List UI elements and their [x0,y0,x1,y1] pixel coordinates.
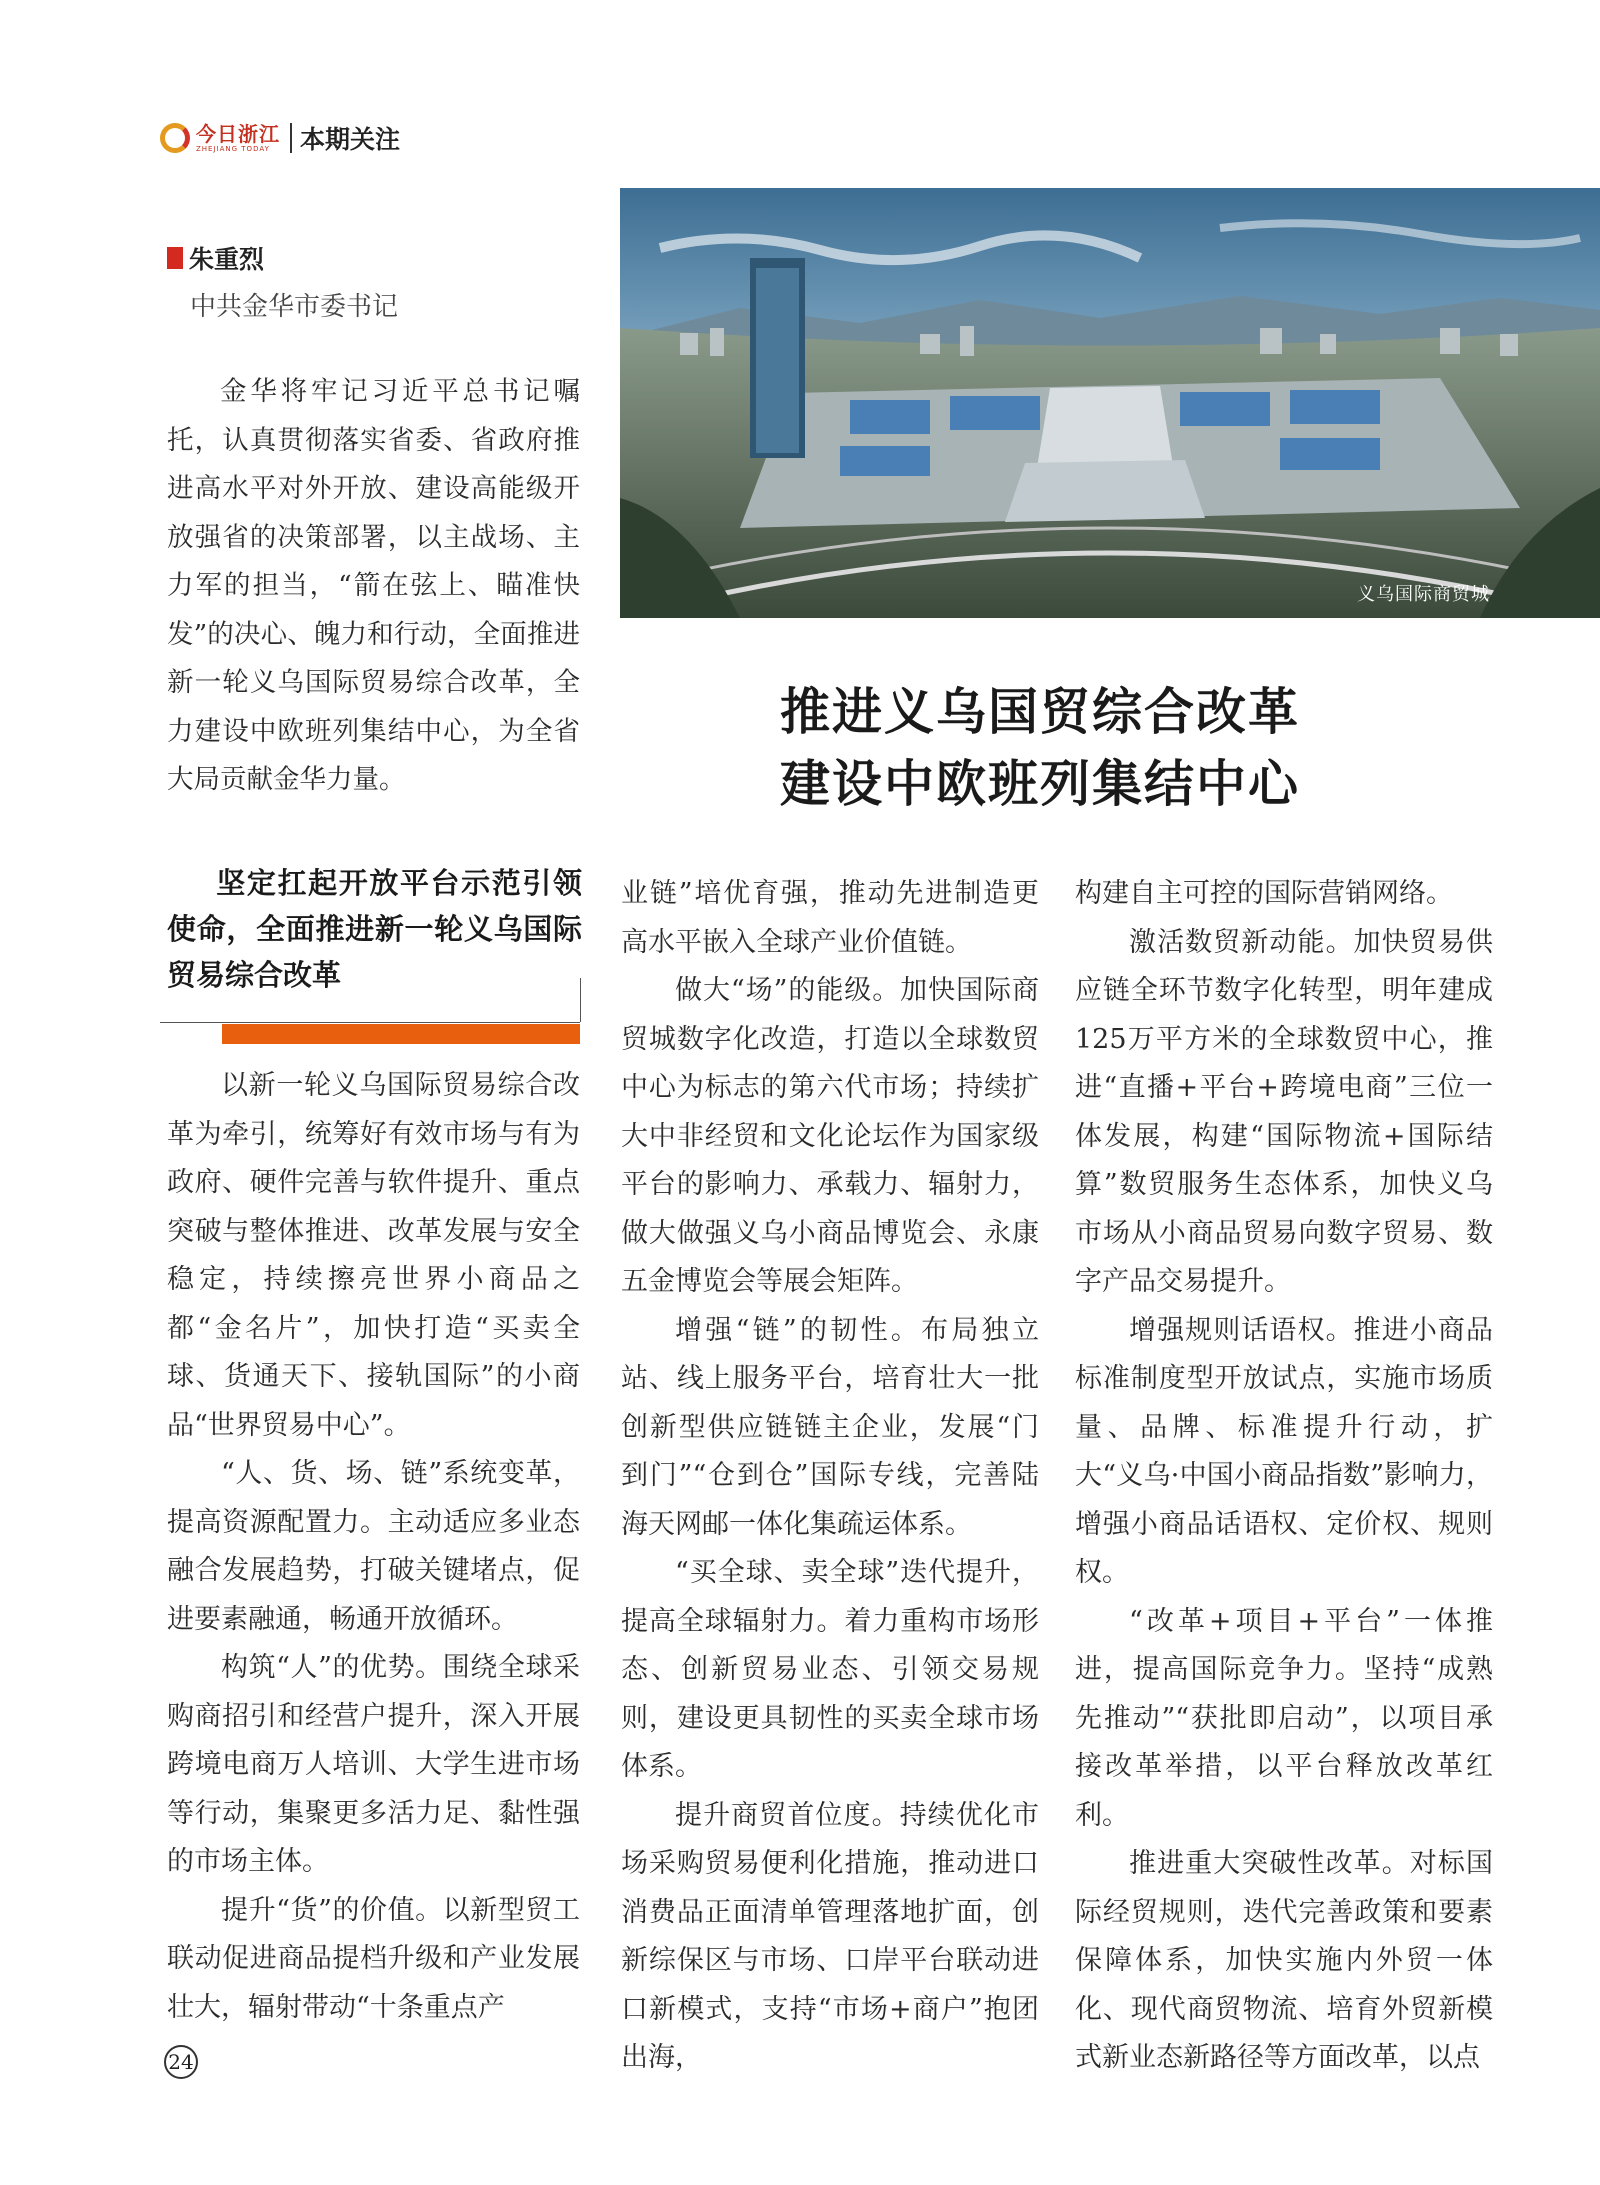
subheading-rule [160,1022,580,1023]
section-subheading [167,860,582,998]
hero-photo [620,188,1600,618]
paragraph-continued: 业链”培优育强，推动先进制造更高水平嵌入全球产业价值链。 [621,878,1039,958]
author-name-row [167,240,264,276]
body-column-1 [167,1062,580,2032]
paragraph: “买全球、卖全球”迭代提升，提高全球辐射力。着力重构市场形态、创新贸易业态、引领交易规则，建设更具韧性的买卖全球市场体系。 [621,1557,1039,1782]
header-divider [290,123,292,153]
paragraph: 构筑“人”的优势。围绕全球采购商招引和经营户提升，深入开展跨境电商万人培训、大学生进市场等行动，集聚更多活力足、黏性强的市场主体。 [167,1652,580,1877]
paragraph: 激活数贸新动能。加快贸易供应链全环节数字化转型，明年建成125万平方米的全球数贸中心，推进“直播+平台+跨境电商”三位一体发展，构建“国际物流+国际结算”数贸服务生态体系，加快义乌市场从小商品贸易向数字贸易、数字产品交易提升。 [1075,926,1493,1297]
market-aerial-illustration [620,188,1600,618]
author-title: 中共金华市委书记 [190,292,399,322]
intro-text: 金华将牢记习近平总书记嘱托，认真贯彻落实省委、省政府推进高水平对外开放、建设高能级开放强省的决策部署，以主战场、主力军的担当，“箭在弦上、瞄准快发”的决心、魄力和行动，全面推进新一轮义乌国际贸易综合改革，全力建设中欧班列集结中心，为全省大局贡献金华力量。 [167,376,580,795]
magazine-logo [160,123,280,153]
paragraph: 推进重大突破性改革。对标国际经贸规则，迭代完善政策和要素保障体系，加快实施内外贸一体化、现代商贸物流、培育外贸新模式新业态新路径等方面改革，以点 [1075,1848,1493,2073]
logo-name: 今日浙江 [196,121,280,146]
paragraph: 提升商贸首位度。持续优化市场采购贸易便利化措施，推动进口消费品正面清单管理落地扩面，创新综保区与市场、口岸平台联动进口新模式，支持“市场+商户”抱团出海， [621,1799,1039,2073]
paragraph: “人、货、场、链”系统变革，提高资源配置力。主动适应多业态融合发展趋势，打破关键堵点，促进要素融通，畅通开放循环。 [167,1458,580,1635]
logo-icon [160,123,190,153]
subheading-text: 坚定扛起开放平台示范引领使命，全面推进新一轮义乌国际贸易综合改革 [167,866,582,992]
paragraph-continued: 构建自主可控的国际营销网络。 [1075,878,1453,909]
paragraph: 做大“场”的能级。加快国际商贸城数字化改造，打造以全球数贸中心为标志的第六代市场；持续扩大中非经贸和文化论坛作为国家级平台的影响力、承载力、辐射力，做大做强义乌小商品博览会、永康五金博览会等展会矩阵。 [621,975,1039,1297]
title-line-2: 建设中欧班列集结中心 [780,754,1300,813]
photo-caption: 义乌国际商贸城 [1357,584,1490,605]
title-line-1: 推进义乌国贸综合改革 [780,682,1300,741]
subheading-accent-bar [222,1024,580,1044]
author-marker-icon [167,247,183,269]
page-number: 24 [164,2045,198,2079]
subheading-corner [560,978,581,1022]
section-label: 本期关注 [300,125,401,154]
paragraph: 增强规则话语权。推进小商品标准制度型开放试点，实施市场质量、品牌、标准提升行动，扩大“义乌·中国小商品指数”影响力，增强小商品话语权、定价权、规则权。 [1075,1314,1493,1588]
intro-paragraph [167,368,580,805]
article-title [780,676,1480,820]
body-column-2 [621,870,1039,2083]
paragraph: “改革+项目+平台”一体推进，提高国际竞争力。坚持“成熟先推动”“获批即启动”，以项目承接改革举措，以平台释放改革红利。 [1075,1605,1493,1831]
author-name: 朱重烈 [189,245,265,274]
author-block [167,240,264,276]
logo-english: ZHEJIANG TODAY [196,144,270,153]
body-column-3 [1075,870,1493,2083]
magazine-header [160,118,400,158]
paragraph: 以新一轮义乌国际贸易综合改革为牵引，统筹好有效市场与有为政府、硬件完善与软件提升、重点突破与整体推进、改革发展与安全稳定，持续擦亮世界小商品之都“金名片”，加快打造“买卖全球、货通天下、接轨国际”的小商品“世界贸易中心”。 [167,1070,580,1441]
paragraph: 增强“链”的韧性。布局独立站、线上服务平台，培育壮大一批创新型供应链链主企业，发展“门到门”“仓到仓”国际专线，完善陆海天网邮一体化集疏运体系。 [621,1314,1039,1540]
paragraph: 提升“货”的价值。以新型贸工联动促进商品提档升级和产业发展壮大，辐射带动“十条重点产 [167,1894,580,2023]
